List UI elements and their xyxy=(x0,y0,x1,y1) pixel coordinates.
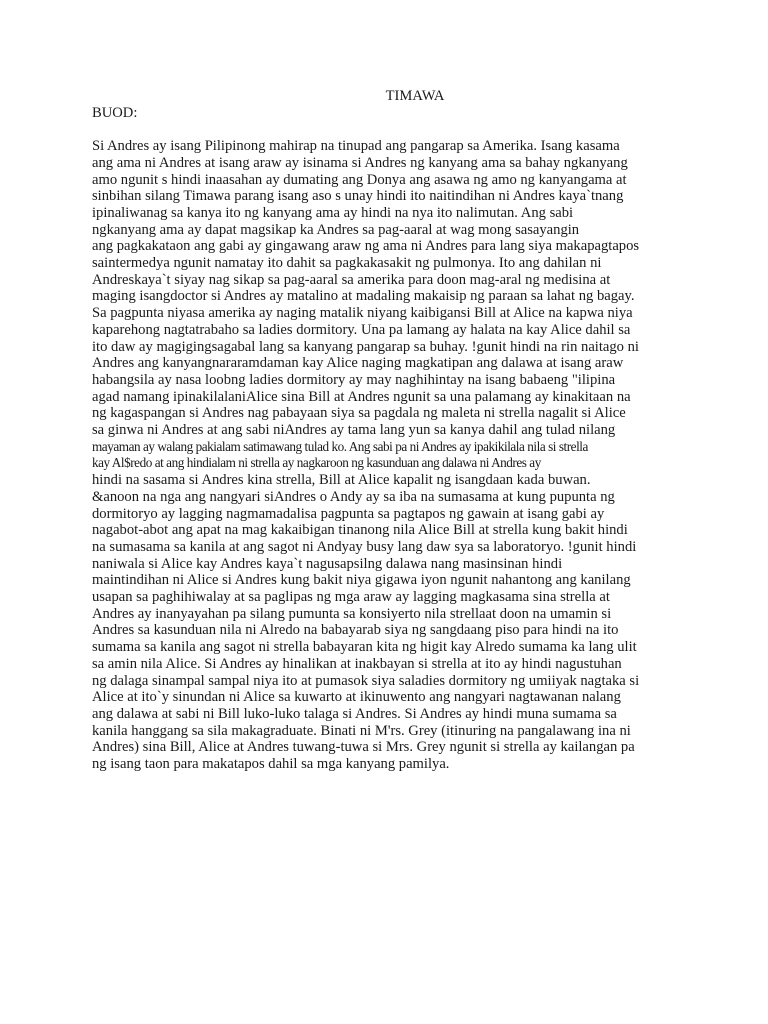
summary-line: Andres) sina Bill, Alice at Andres tuwang-tuwa si Mrs. Grey ngunit si strella ay kailangan pa xyxy=(92,739,635,756)
summary-line: na sumasama sa kanila at ang sagot ni Andyay busy lang daw sya sa laboratoryo. !gunit hindi xyxy=(92,538,637,555)
summary-line: ang ama ni Andres at isang araw ay isinama si Andres ng kanyang ama sa bahay ngkanyang xyxy=(92,154,628,171)
summary-line: naniwala si Alice kay Andres kaya`t nagusapsilng dalawa nang masinsinan hindi xyxy=(92,555,563,572)
summary-line: sumama sa kanila ang sagot ni strella babayaran kita ng higit kay Alredo sumama ka lang ulit xyxy=(92,639,637,656)
summary-line: Andres sa kasunduan nila ni Alredo na babayarab siya ng sangdaang piso para hindi na ito xyxy=(92,622,619,639)
summary-line: Andres ay inanyayahan pa silang pumunta sa konsiyerto nila strellaat doon na umamin si xyxy=(92,605,612,622)
summary-line: Andreskaya`t siyay nag sikap sa pag-aaral sa amerika para doon mag-aral ng medisina at xyxy=(92,271,611,288)
summary-line: ang dalawa at sabi ni Bill luko-luko talaga si Andres. Si Andres ay hindi muna sumama sa xyxy=(92,706,617,722)
summary-line: mayaman ay walang pakialam satimawang tulad ko. Ang sabi pa ni Andres ay ipakikilala nila si strella xyxy=(92,438,588,454)
summary-line: sa ginwa ni Andres at ang sabi niAndres ay tama lang yun sa kanya dahil ang tulad nilang xyxy=(92,422,616,439)
summary-line: Andres ang kanyangnararamdaman kay Alice naging magkatipan ang dalawa at isang araw xyxy=(92,355,624,372)
document-title: TIMAWA xyxy=(385,88,445,104)
summary-line: hindi na sasama si Andres kina strella, Bill at Alice kapalit ng isangdaan kada buwan. xyxy=(92,472,591,489)
summary-line: ng kagaspangan si Andres nag pabayaan siya sa pagdala ng maleta ni strella nagalit si Alice xyxy=(92,405,626,422)
summary-line: ngkanyang ama ay dapat magsikap ka Andres sa pag-aaral at wag mong sasayangin xyxy=(92,221,580,238)
summary-line: habangsila ay nasa loobng ladies dormitory ay may naghihintay na isang babaeng "ilipina xyxy=(92,371,616,388)
summary-line: ipinaliwanag sa kanya ito ng kanyang ama ay hindi na nya ito nalimutan. Ang sabi xyxy=(92,204,574,221)
section-label: BUOD: xyxy=(92,104,138,121)
summary-line: ang pagkakataon ang gabi ay gingawang araw ng ama ni Andres para lang siya makapagtapos xyxy=(92,238,640,255)
summary-line: kay Al$redo at ang hindialam ni strella ay nagkaroon ng kasunduan ang dalawa ni Andres ay xyxy=(92,455,541,471)
summary-line: Alice at ito`y sinundan ni Alice sa kuwarto at ikinuwento ang nangyari nagtawanan nalang xyxy=(92,689,621,706)
summary-line: kaparehong nagtatrabaho sa ladies dormitory. Una pa lamang ay halata na kay Alice dahil sa xyxy=(92,321,631,338)
summary-line: ng dalaga sinampal sampal niya ito at pumasok siya saladies dormitory ng umiiyak nagtaka si xyxy=(92,672,640,689)
summary-line: maging isangdoctor si Andres ay matalino at madaling makaisip ng paraan sa lahat ng bagay. xyxy=(92,288,635,305)
summary-line: ito daw ay magigingsagabal lang sa kanyang pangarap sa buhay. !gunit hindi na rin naitago ni xyxy=(92,338,639,355)
summary-line: Sa pagpunta niyasa amerika ay naging matalik niyang kaibigansi Bill at Alice na kapwa niya xyxy=(92,305,633,322)
summary-line: Si Andres ay isang Pilipinong mahirap na tinupad ang pangarap sa Amerika. Isang kasama xyxy=(92,138,620,155)
summary-line: ng isang taon para makatapos dahil sa mga kanyang pamilya. xyxy=(92,756,450,773)
summary-line: agad namang ipinakilalaniAlice sina Bill at Andres ngunit sa una palamang ay kinakitaan na xyxy=(92,388,631,405)
summary-line: &anoon na nga ang nangyari siAndres o Andy ay sa iba na sumasama at kung pupunta ng xyxy=(92,488,615,505)
summary-line: sa amin nila Alice. Si Andres ay hinalikan at inakbayan si strella at ito ay hindi nagustuhan xyxy=(92,655,622,672)
summary-line: usapan sa paghihiwalay at sa paglipas ng mga araw ay lagging magkasama sina strella at xyxy=(92,589,610,606)
summary-line: dormitoryo ay lagging nagmamadalisa pagpunta sa pagtapos ng gawain at isang gabi ay xyxy=(92,505,605,522)
summary-body xyxy=(92,138,728,773)
summary-line: saintermedya ngunit namatay ito dahit sa pagkakasakit ng pulmonya. Ito ang dahilan ni xyxy=(92,255,602,272)
summary-line: sinbihan silang Timawa parang isang aso s unay hindi ito naitindihan ni Andres kaya`tnang xyxy=(92,188,624,205)
summary-line: nagabot-abot ang apat na mag kakaibigan tinanong nila Alice Bill at strella kung bakit hindi xyxy=(92,522,628,539)
summary-line: amo ngunit s hindi inaasahan ay dumating ang Donya ang asawa ng amo ng kanyangama at xyxy=(92,171,627,188)
summary-line: maintindihan ni Alice si Andres kung bakit niya gigawa iyon ngunit nahantong ang kanilang xyxy=(92,572,631,589)
summary-line: kanila hanggang sa sila makagraduate. Binati ni M'rs. Grey (itinuring na pangalawang ina ni xyxy=(92,722,631,739)
